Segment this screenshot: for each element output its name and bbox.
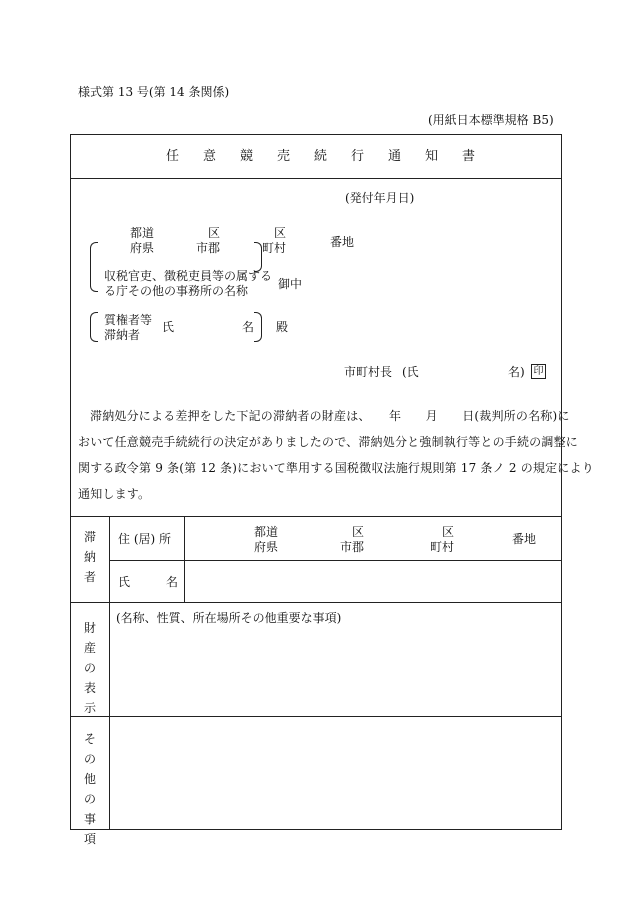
notice-addr-ku1-bottom: 市郡 (196, 241, 221, 255)
delinquent-addr-ku2-top: 区 (442, 525, 455, 539)
address-name-divider (109, 560, 562, 561)
onchu: 御中 (278, 277, 303, 291)
office-name-line2: る庁その他の事務所の名称 (104, 284, 249, 298)
notice-addr-ku1-top: 区 (208, 226, 221, 240)
seal-mark: 印 (531, 364, 546, 379)
title-divider (70, 178, 562, 179)
office-name-line1: 収税官吏、徴税吏員等の属する (104, 269, 273, 283)
address-label: 住 (居) 所 (118, 532, 171, 546)
mayor-title: 市町村長 (344, 365, 393, 379)
form-title: 任意競売続行通知書 (166, 149, 500, 164)
body-line-4: 通知します。 (78, 487, 151, 501)
field-label-column-divider (184, 516, 185, 602)
delinquent-label: 滞納者 (104, 328, 141, 342)
property-side-label: 財産の表示 (83, 621, 96, 715)
notice-addr-todofuken-bottom: 府県 (130, 241, 155, 255)
notice-addr-ku2-top: 区 (274, 226, 287, 240)
delinquent-side-label: 滞納者 (83, 530, 96, 584)
delinquent-addr-todofuken-bottom: 府県 (254, 540, 279, 554)
notice-addr-todofuken-top: 都道 (130, 226, 155, 240)
body-line-3: 関する政令第 9 条(第 12 条)において準用する国税徴収法施行規則第 17 条ノ 2 の規定により (78, 461, 594, 475)
dono: 殿 (276, 320, 289, 334)
body-line-2: おいて任意競売手続続行の決定がありましたので、滞納処分と強制執行等との手続の調整に (78, 435, 578, 449)
notice-name-shi: 氏 (162, 320, 175, 334)
mayor-mei: 名) (508, 365, 525, 379)
paper-size-note: (用紙日本標準規格 B5) (428, 113, 554, 127)
delinquent-top-divider (70, 516, 562, 517)
notice-addr-banchi: 番地 (330, 235, 355, 249)
holder-bracket-right (254, 312, 262, 342)
property-note: (名称、性質、所在場所その他重要な事項) (116, 611, 342, 625)
office-bracket-right (254, 242, 262, 272)
delinquent-addr-ku2-bottom: 町村 (430, 540, 455, 554)
side-label-column-divider (109, 516, 110, 830)
holder-label: 質権者等 (104, 313, 153, 327)
issue-date: (発付年月日) (345, 191, 415, 205)
property-top-divider (70, 602, 562, 603)
delinquent-addr-ku1-top: 区 (352, 525, 365, 539)
office-bracket-left (90, 242, 98, 292)
delinquent-addr-todofuken-top: 都道 (254, 525, 279, 539)
other-top-divider (70, 716, 562, 717)
other-side-label: その他の事項 (83, 732, 96, 846)
body-line-1: 滞納処分による差押をした下記の滞納者の財産は、 年 月 日(裁判所の名称)に (90, 409, 570, 423)
holder-bracket-left (90, 312, 98, 342)
form-number: 様式第 13 号(第 14 条関係) (78, 85, 230, 99)
name-label-shi: 氏 (118, 575, 131, 589)
delinquent-addr-ku1-bottom: 市郡 (340, 540, 365, 554)
notice-name-mei: 名 (242, 320, 255, 334)
mayor-shi: (氏 (402, 365, 419, 379)
notice-addr-ku2-bottom: 町村 (262, 241, 287, 255)
name-label-mei: 名 (166, 575, 179, 589)
delinquent-addr-banchi: 番地 (512, 532, 537, 546)
